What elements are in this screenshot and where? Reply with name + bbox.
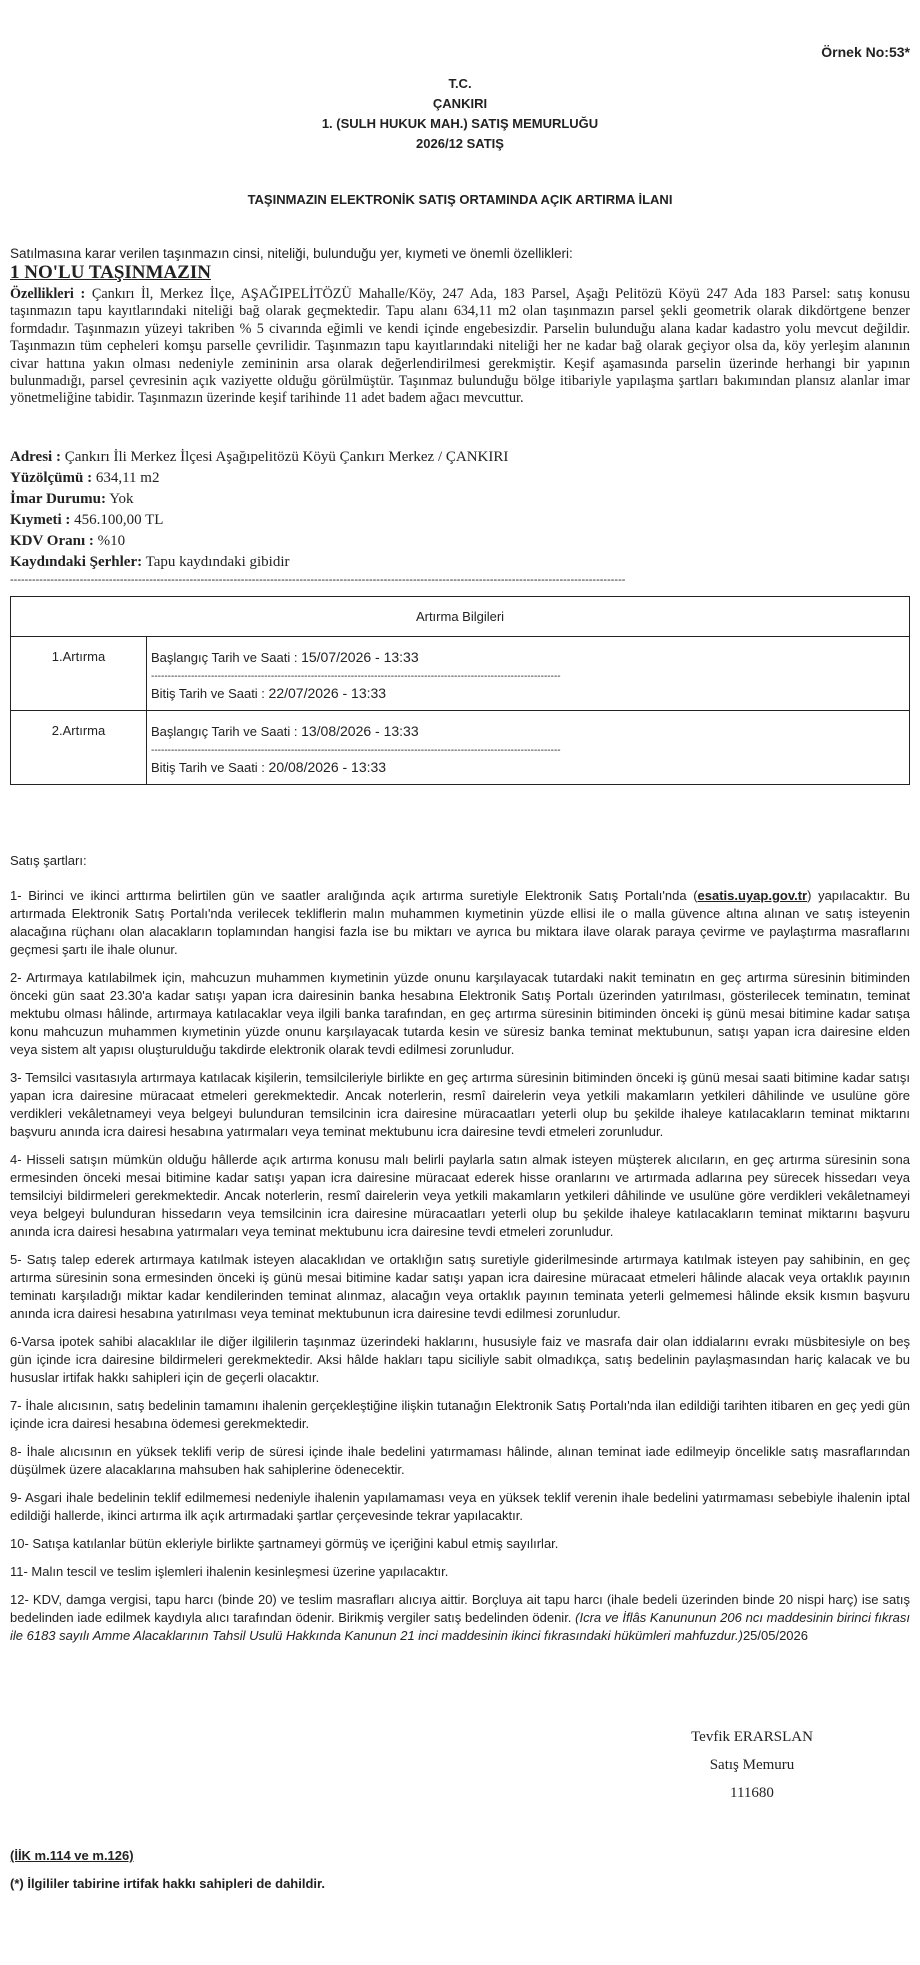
annotations-row <box>10 552 910 573</box>
signature-block <box>642 1723 862 1807</box>
condition-12 <box>10 1591 910 1645</box>
condition-2: 2- Artırmaya katılabilmek için, mahcuzun muhammen kıymetinin yüzde onunu karşılayacak tutardaki nakit teminatın en geç artırma süresinin bitiminden önceki gün saat 23.30'a kadar satışı yapan icra dairesinin banka hesabına Elektronik Satış Portalı üzerinden yatırılması, gösterilecek teminatın, teminat mektubu olması hâlinde, artırmaya katılacaklar veya ilgili banka tarafından, en geç artırma süresinin bitiminden önceki iş günü mesai bitimine kadar satışa konu mahcuzun muhammen kıymetinin yüzde onunu karşılayacak tutarda kesin ve süresiz banka teminat mektubunun, satışı yapan icra dairesine elden veya sistem alt yapısı oluşturulduğu takdirde elektronik olarak tevdi edilmesi zorunludur. <box>10 970 910 1057</box>
condition-6: 6-Varsa ipotek sahibi alacaklılar ile diğer ilgililerin taşınmaz üzerindeki haklarını, hususiyle faiz ve masrafa dair olan iddialarını evrakı müsbitesiyle on beş gün içinde icra dairesine bildirmeleri gerekmektedir. Aksi hâlde hakları tapu siciliyle sabit olmadıkça, satış bedelinin paylaşmasından hariç kalacak ve bu hususlar irtifak hakkı sahipleri için de geçerli olacaktır. <box>10 1334 910 1385</box>
esatis-link[interactable]: esatis.uyap.gov.tr <box>697 888 808 903</box>
signer-title: Satış Memuru <box>709 1757 795 1773</box>
value-amount: 456.100,00 TL <box>74 512 164 528</box>
features-label: Özellikleri : <box>10 286 86 302</box>
end-label: Bitiş Tarih ve Saati : <box>151 760 265 775</box>
auction-row-2 <box>11 711 910 785</box>
conditions-title: Satış şartları: <box>10 853 87 868</box>
condition-1 <box>10 887 910 959</box>
header-line-city: ÇANKIRI <box>432 96 488 111</box>
area-label: Yüzölçümü : <box>10 470 93 486</box>
address-value: Çankırı İli Merkez İlçesi Aşağıpelitözü Köyü Çankırı Merkez / ÇANKIRI <box>64 449 509 465</box>
signer-name: Tevfik ERARSLAN <box>691 1729 813 1745</box>
auction-label: 1.Artırma <box>11 637 147 711</box>
property-features <box>10 286 910 408</box>
dashed-separator: --------------------------------------------------------------------------------------------------------------------------- <box>151 745 561 756</box>
ornek-number: Örnek No:53* <box>821 44 910 60</box>
start-datetime: 13/08/2026 - 13:33 <box>301 723 419 739</box>
auction-label: 2.Artırma <box>11 711 147 785</box>
property-title: 1 NO'LU TAŞINMAZIN <box>10 262 211 283</box>
annotations-value: Tapu kaydındaki gibidir <box>145 554 290 570</box>
features-text: Çankırı İl, Merkez İlçe, AŞAĞIPELİTÖZÜ Mahalle/Köy, 247 Ada, 183 Parsel, Aşağı Pelitözü Köyü 247 Ada 183 Parsel: satış konusu taşınmazın tapu kayıtlarındaki niteliği bağ olarak geçmektedir. Tapu alanı 634,11 m2 olan taşınmazın parsel şekli geometrik olarak dikdörtgene benzer formdadır. Taşınmazın yüzeyi takriben % 5 civarında eğimli ve kendi içinde engebesizdir. Parselin bulunduğu alana kadar kadastro yolu mevcut değildir. Taşınmazın tüm cepheleri komşu parselle çevrilidir. Taşınmazın tapu kayıtlarındaki niteliği her ne kadar bağ olarak geçiyor olsa da, köy yerleşim alanının civar hattına yakın olması nedeniyle zemininin arsa olarak değerlendirilmesi gerekmiştir. Keşif aşamasında parselin üzerinde herhangi bir yapının bulunmadığı, parsel çevresinin açık vaziyette olduğu görülmüştür. Taşınmaz bulunduğu bölge itibariyle yapılaşma şartları bakımından plansız alanlar imar yönetmeliğine tabidir. Taşınmazın üzerinde keşif tarihinde 11 adet badem ağacı mevcuttur. <box>10 286 910 407</box>
document-date: 25/05/2026 <box>742 1628 809 1643</box>
auction-row-1 <box>11 637 910 711</box>
property-fields <box>10 447 910 573</box>
annotations-label: Kaydındaki Şerhler: <box>10 554 143 570</box>
law-reference: (İİK m.114 ve m.126) <box>10 1848 134 1863</box>
value-label: Kıymeti : <box>10 512 71 528</box>
end-label: Bitiş Tarih ve Saati : <box>151 686 265 701</box>
dashed-separator: --------------------------------------------------------------------------------------------------------------------------- <box>151 671 561 682</box>
auction-table-header: Artırma Bilgileri <box>11 597 910 637</box>
signer-number: 111680 <box>730 1785 774 1801</box>
document-header <box>10 74 910 154</box>
footer-note: (*) İlgililer tabirine irtifak hakkı sahipleri de dahildir. <box>10 1876 325 1891</box>
sale-conditions <box>10 852 910 1655</box>
area-value: 634,11 m2 <box>95 470 160 486</box>
vat-row <box>10 531 910 552</box>
condition-8: 8- İhale alıcısının en yüksek teklifi verip de süresi içinde ihale bedelini yatırmaması hâlinde, alınan teminat iade edilmeyip öncelikle satış masraflarından düşülmek üzere alacaklarına mahsuben hak sahiplerine ödenecektir. <box>10 1444 910 1477</box>
vat-value: %10 <box>97 533 126 549</box>
condition-7: 7- İhale alıcısının, satış bedelinin tamamını ihalenin gerçekleştiğine ilişkin tutanağın Elektronik Satış Portalı'nda ilan edildiği tarihten itibaren en geç yedi gün içinde icra dairesi hesabına ödemesi gerekmektedir. <box>10 1398 910 1431</box>
condition-3: 3- Temsilci vasıtasıyla artırmaya katılacak kişilerin, temsilcileriyle birlikte en geç artırma süresinin bitiminden önceki iş günü mesai saati bitimine kadar satışı yapan icra dairesine müracaat etmeleri gerekmektedir. Ancak noterlerin, resmî dairelerin veya yetkili makamların yetkileri dâhilinde ve usulüne göre verdikleri vekâletnameyi veya belgeyi bulunduran temsilcinin icra dairesine müracaatları yeterli olup bu şekilde ihaleye katılacakların teminat miktarını başvuru anında icra dairesi hesabına yatırmaları veya teminat mektubunu icra dairesine tevdi etmeleri zorunludur. <box>10 1070 910 1139</box>
header-line-office: 1. (SULH HUKUK MAH.) SATIŞ MEMURLUĞU <box>321 116 599 131</box>
intro-text: Satılmasına karar verilen taşınmazın cinsi, niteliği, bulunduğu yer, kıymeti ve önemli özellikleri: <box>10 246 573 261</box>
auction-dates <box>147 711 910 785</box>
condition-9: 9- Asgari ihale bedelinin teklif edilmemesi nedeniyle ihalenin yapılamaması veya en yüksek teklif verenin ihale bedelini yatırmaması sebebiyle ihalenin iptal edildiği hallerde, ikinci artırma ilk açık artırmadaki şartlar çerçevesinde tekrar yapılacaktır. <box>10 1490 910 1523</box>
auction-dates <box>147 637 910 711</box>
zoning-value: Yok <box>109 491 134 507</box>
condition-10: 10- Satışa katılanlar bütün ekleriyle birlikte şartnameyi görmüş ve içeriğini kabul etmiş sayılırlar. <box>10 1536 559 1551</box>
condition-text: ) yapılacaktır. Bu artırmada Elektronik Satış Portalı'nda verilecek tekliflerin malın muhammen kıymetinin yüzde ellisi ile o malla güvence altına alınan ve satış isteyenin alacağına rüçhanı olan alacakların toplamından hangisi fazla ise bu miktarı ve ayrıca bu miktara ilave olarak paraya çevirme ve paylaştırma masraflarını geçmesi şartı ile ihale olunur. <box>10 888 910 957</box>
start-label: Başlangıç Tarih ve Saati : <box>151 724 298 739</box>
header-line-tc: T.C. <box>448 76 472 91</box>
vat-label: KDV Oranı : <box>10 533 94 549</box>
announcement-title: TAŞINMAZIN ELEKTRONİK SATIŞ ORTAMINDA AÇIK ARTIRMA İLANI <box>247 192 673 207</box>
end-datetime: 22/07/2026 - 13:33 <box>268 685 387 701</box>
condition-11: 11- Malın tescil ve teslim işlemleri ihalenin kesinleşmesi üzerine yapılacaktır. <box>10 1564 449 1579</box>
area-row <box>10 468 910 489</box>
address-label: Adresi : <box>10 449 61 465</box>
start-label: Başlangıç Tarih ve Saati : <box>151 650 298 665</box>
address-row <box>10 447 910 468</box>
condition-5: 5- Satış talep ederek artırmaya katılmak isteyen alacaklıdan ve ortaklığın satış suretiyle giderilmesinde artırmaya katılmak isteyen pay sahibinin, en geç artırma süresinin sona ermesinden önceki iş günü mesai bitimine kadar satışı yapan icra dairesine müracaat etmeleri hâlinde alacak veya ortaklık payının teminatı karşıladığı miktar kadar kendilerinden teminat alınmaz, alacağın veya ortaklık payının teminata yeterli gelmemesi hâlinde eksik kısmın başvuru anında icra dairesi hesabına yatırılması veya teminat mektubunun icra dairesine tevdi edilmesi zorunludur. <box>10 1252 910 1321</box>
dashed-separator: ------------------------------------------------------------------------------------------------------------------------------------------------------------------------ <box>10 574 626 586</box>
end-datetime: 20/08/2026 - 13:33 <box>268 759 387 775</box>
zoning-label: İmar Durumu: <box>10 491 106 507</box>
header-line-file: 2026/12 SATIŞ <box>416 136 504 151</box>
zoning-row <box>10 489 910 510</box>
value-row <box>10 510 910 531</box>
condition-italic-note: (Icra ve İflâs Kanununun 206 ncı maddesinin birinci fıkrası ile 6183 sayılı Amme Alacaklarının Tahsil Usulü Hakkında Kanunun 21 inci maddesinin ikinci fıkrasındaki hükümleri mahfuzdur.) <box>10 1610 910 1643</box>
condition-text: 12- KDV, damga vergisi, tapu harcı (binde 20) ve teslim masrafları alıcıya aittir. Borçluya ait tapu harcı (ihale bedeli üzerinden binde 20 nispi harç) ise satış bedelinden iade edilmek kaydıyla alıcı tarafından ödenir. Birikmiş vergiler satış bedelinden ödenir. <box>10 1592 910 1625</box>
start-datetime: 15/07/2026 - 13:33 <box>301 649 419 665</box>
auction-table <box>10 596 910 785</box>
condition-4: 4- Hisseli satışın mümkün olduğu hâllerde açık artırma konusu malı belirli paylarla satın almak isteyen müşterek alıcıların, en geç artırma süresinin sona ermesinden önceki mesai bitimine kadar satışı yapan icra dairesine müracaat ederek hisse oranlarını ve artırmada adlarına pey sürecek hissedarı veya temsilciyi bildirmeleri gerekmektedir. Ancak noterlerin, resmî dairelerin veya yetkili makamların yetkileri dâhilinde ve usulüne göre verdikleri vekâletnameyi veya belgeyi bulunduran hissedarın veya temsilcinin icra dairesine müracaatları yeterli olup bu şekilde ihaleye katılacakların teminat miktarını başvuru anında icra dairesi hesabına yatırmaları veya teminat mektubunu icra dairesine tevdi etmeleri zorunludur. <box>10 1152 910 1239</box>
condition-text: 1- Birinci ve ikinci arttırma belirtilen gün ve saatler aralığında açık artırma suretiyle Elektronik Satış Portalı'nda ( <box>10 888 698 903</box>
